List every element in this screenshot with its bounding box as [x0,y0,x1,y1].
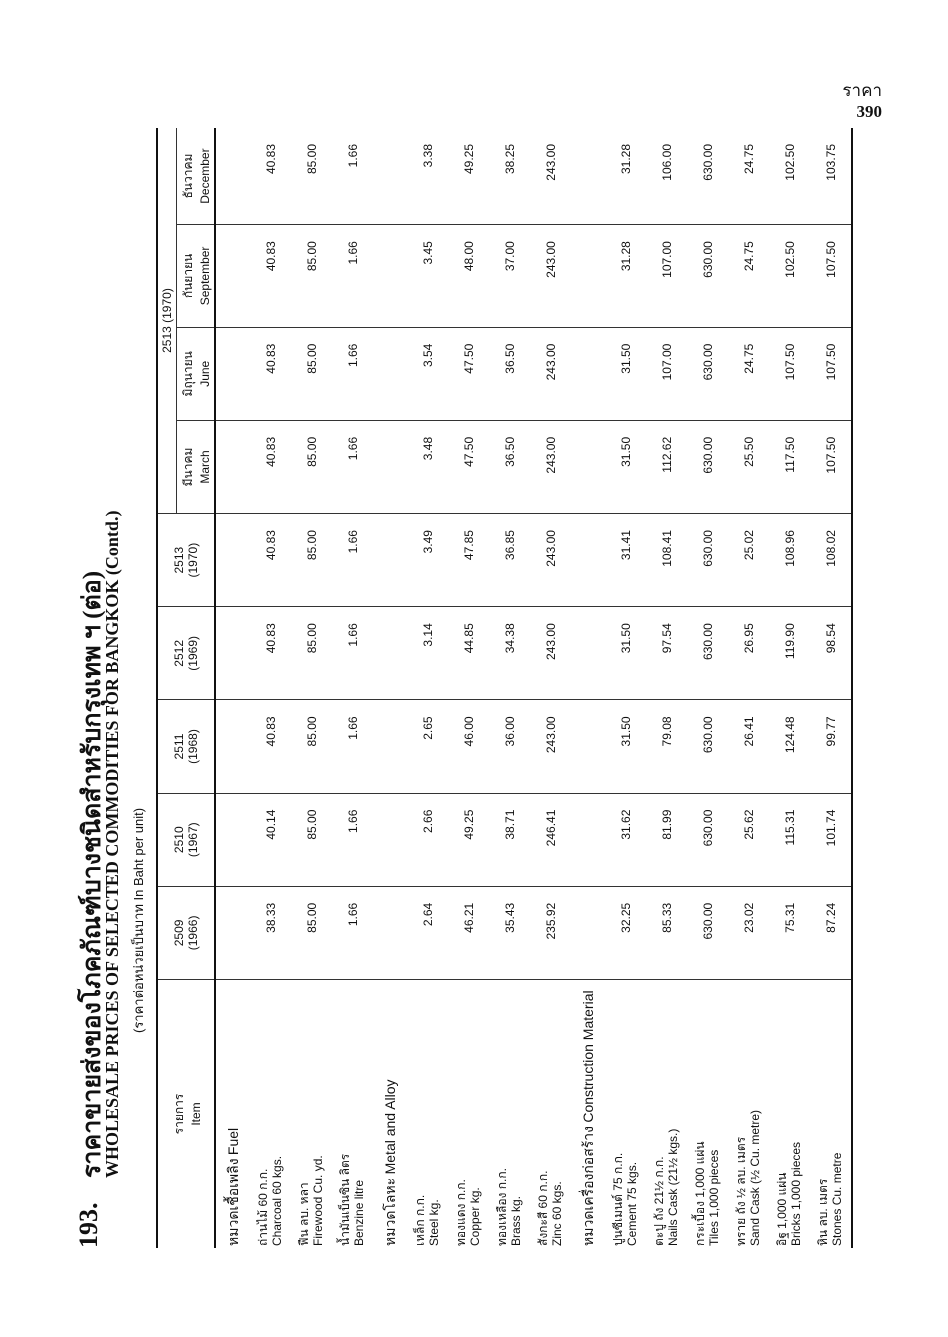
price-cell: 24.75 [728,327,769,420]
price-cell: 107.50 [810,420,852,513]
price-cell: 40.83 [250,607,291,700]
price-cell: 99.77 [810,700,852,793]
item-label [769,980,810,1249]
empty-cell [571,793,605,886]
empty-cell [373,793,407,886]
item-thai: อิฐ 1,000 แผ่น [774,1172,789,1246]
price-cell: 103.75 [810,128,852,225]
item-thai: สังกะสี 60 ก.ก. [535,1170,550,1246]
price-cell: 49.25 [448,793,489,886]
year-ce: (1966) [186,915,200,951]
empty-cell [571,607,605,700]
price-cell: 31.50 [605,700,646,793]
month-header-june [177,327,216,420]
year-header-1966 [157,886,215,979]
empty-cell [215,327,250,420]
price-cell: 2.64 [407,886,448,979]
price-cell: 47.50 [448,420,489,513]
price-cell: 36.85 [489,514,530,607]
price-cell: 34.38 [489,607,530,700]
price-cell: 3.45 [407,225,448,328]
table-row [687,128,728,1248]
item-label [728,980,769,1249]
category-english: Metal and Alloy [381,1079,398,1175]
price-cell: 108.41 [646,514,687,607]
price-cell: 75.31 [769,886,810,979]
price-cell: 38.71 [489,793,530,886]
price-cell: 26.41 [728,700,769,793]
empty-cell [373,225,407,328]
item-thai: กระเบื้อง 1,000 แผ่น [692,1141,707,1246]
price-cell: 630.00 [687,420,728,513]
price-cell: 40.83 [250,327,291,420]
price-cell: 1.66 [332,886,373,979]
item-english: Stones Cu. metre [829,1152,844,1246]
month-en: September [198,246,212,306]
price-cell: 243.00 [530,420,571,513]
price-cell: 23.02 [728,886,769,979]
price-cell: 37.00 [489,225,530,328]
category-thai: หมวดเครื่องก่อสร้าง [579,1126,596,1246]
item-label [530,980,571,1249]
year-be: 2510 [172,826,186,854]
price-cell: 1.66 [332,327,373,420]
item-english: Charcoal 60 kgs. [269,1155,284,1246]
price-cell: 31.41 [605,514,646,607]
price-cell: 32.25 [605,886,646,979]
price-cell: 102.50 [769,128,810,225]
table-row [250,128,291,1248]
price-cell: 108.96 [769,514,810,607]
price-cell: 81.99 [646,793,687,886]
item-thai: ปูนซีเมนต์ 75 ก.ก. [610,1152,625,1246]
empty-cell [571,700,605,793]
item-label [332,980,373,1249]
price-cell: 26.95 [728,607,769,700]
price-cell: 47.50 [448,327,489,420]
price-cell: 49.25 [448,128,489,225]
month-header-december [177,128,216,225]
price-cell: 1.66 [332,420,373,513]
price-cell: 1.66 [332,514,373,607]
table-body [215,128,852,1248]
price-cell: 630.00 [687,700,728,793]
empty-cell [215,700,250,793]
table-number: 193. [74,1202,103,1248]
price-cell: 630.00 [687,128,728,225]
price-cell: 119.90 [769,607,810,700]
empty-cell [373,607,407,700]
price-cell: 115.31 [769,793,810,886]
price-cell: 117.50 [769,420,810,513]
price-cell: 85.00 [291,128,332,225]
price-cell: 85.00 [291,607,332,700]
month-th: ธันวาคม [181,153,195,199]
price-cell: 3.14 [407,607,448,700]
price-cell: 85.33 [646,886,687,979]
price-cell: 243.00 [530,607,571,700]
empty-cell [373,420,407,513]
empty-cell [373,128,407,225]
empty-cell [571,225,605,328]
price-cell: 98.54 [810,607,852,700]
month-th: มีนาคม [181,447,195,487]
empty-cell [215,420,250,513]
price-cell: 243.00 [530,514,571,607]
price-cell: 31.62 [605,793,646,886]
price-cell: 24.75 [728,128,769,225]
item-english: Tiles 1,000 pieces [706,1149,721,1246]
price-cell: 1.66 [332,225,373,328]
price-cell: 85.00 [291,514,332,607]
empty-cell [571,886,605,979]
price-cell: 107.50 [769,327,810,420]
price-cell: 85.00 [291,700,332,793]
price-cell: 243.00 [530,225,571,328]
price-cell: 85.00 [291,225,332,328]
price-cell: 87.24 [810,886,852,979]
category-label [215,980,250,1249]
empty-cell [373,886,407,979]
empty-cell [373,327,407,420]
item-label [489,980,530,1249]
empty-cell [215,793,250,886]
price-cell: 1.66 [332,607,373,700]
price-cell: 48.00 [448,225,489,328]
table-row [530,128,571,1248]
item-english: Steel kg. [426,1199,441,1246]
item-label [646,980,687,1249]
item-thai: เหล็ก ก.ก. [412,1194,427,1246]
unit-note: (ราคาต่อหน่วยเป็นบาท In Baht per unit) [131,807,146,1033]
title-thai: ราคาขายส่งของโภคภัณฑ์บางชนิดสำหรับกรุงเทพ ฯ (ต่อ) [79,570,106,1178]
price-cell: 40.83 [250,700,291,793]
empty-cell [215,886,250,979]
category-thai: หมวดเชื้อเพลิง [224,1158,241,1246]
item-english: Bricks 1,000 pieces [788,1141,803,1246]
year-be: 2509 [172,919,186,947]
price-cell: 25.02 [728,514,769,607]
item-label [605,980,646,1249]
price-cell: 24.75 [728,225,769,328]
item-english: Cement 75 kgs. [624,1161,639,1246]
price-cell: 108.02 [810,514,852,607]
item-thai: ทองแดง ก.ก. [453,1179,468,1246]
rotated-table-page [72,128,892,1248]
month-en: June [198,360,212,387]
table-row [728,128,769,1248]
table-row [605,128,646,1248]
month-en: March [198,450,212,484]
year-be: 2513 [172,546,186,574]
price-cell: 235.92 [530,886,571,979]
item-english: Brass kg. [508,1195,523,1246]
price-cell: 3.54 [407,327,448,420]
empty-cell [215,128,250,225]
price-cell: 107.00 [646,327,687,420]
empty-cell [215,514,250,607]
price-cell: 1.66 [332,793,373,886]
price-cell: 31.28 [605,225,646,328]
price-cell: 85.00 [291,327,332,420]
category-english: Fuel [224,1127,241,1156]
price-cell: 31.50 [605,420,646,513]
page-word: ราคา [842,81,882,100]
table-row [332,128,373,1248]
category-row [571,128,605,1248]
price-cell: 36.00 [489,700,530,793]
year-ce: (1970) [186,542,200,578]
item-header [157,980,215,1249]
price-cell: 35.43 [489,886,530,979]
month-header-march [177,420,216,513]
price-cell: 85.00 [291,420,332,513]
price-cell: 46.00 [448,700,489,793]
price-cell: 1.66 [332,700,373,793]
item-label [291,980,332,1249]
empty-cell [373,514,407,607]
item-english: Benzine litre [351,1179,366,1246]
price-cell: 40.14 [250,793,291,886]
price-cell: 3.38 [407,128,448,225]
price-cell: 106.00 [646,128,687,225]
price-cell: 79.08 [646,700,687,793]
empty-cell [571,327,605,420]
table-row [448,128,489,1248]
item-label [250,980,291,1249]
month-th: กันยายน [181,253,195,299]
price-cell: 101.74 [810,793,852,886]
year-ce: (1968) [186,729,200,764]
price-cell: 124.48 [769,700,810,793]
year-header-1970 [157,514,215,607]
item-label [810,980,852,1249]
month-group-header: 2513 (1970) [157,128,177,514]
empty-cell [571,128,605,225]
price-cell: 243.00 [530,700,571,793]
item-english: Copper kg. [467,1187,482,1246]
year-ce: (1967) [186,822,200,858]
item-english: Firewood Cu. yd. [310,1155,325,1246]
item-header-en: Item [188,1102,203,1126]
price-cell: 25.50 [728,420,769,513]
year-be: 2511 [172,733,186,760]
year-header-1968 [157,700,215,793]
price-cell: 630.00 [687,793,728,886]
item-header-th: รายการ [171,1093,186,1135]
price-cell: 243.00 [530,128,571,225]
item-thai: ถ่านไม้ 60 ก.ก. [255,1168,270,1246]
table-row [810,128,852,1248]
price-cell: 46.21 [448,886,489,979]
month-header-september [177,225,216,328]
price-cell: 40.83 [250,420,291,513]
price-cell: 630.00 [687,514,728,607]
price-cell: 3.48 [407,420,448,513]
item-thai: ตะปู ถัง 21½ ก.ก. [651,1156,666,1246]
item-label [407,980,448,1249]
table-row [407,128,448,1248]
category-row [373,128,407,1248]
item-english: Sand Cask (½ Cu. metre) [747,1109,762,1246]
price-cell: 112.62 [646,420,687,513]
item-english: Zinc 60 kgs. [549,1181,564,1246]
year-header-1969 [157,607,215,700]
item-thai: ฟืน ลบ. หลา [296,1182,311,1246]
table-row [769,128,810,1248]
price-cell: 1.66 [332,128,373,225]
price-cell: 246.41 [530,793,571,886]
item-thai: น้ำมันเบ็นซิน ลิตร [337,1153,352,1246]
price-cell: 2.65 [407,700,448,793]
year-header-1967 [157,793,215,886]
price-cell: 47.85 [448,514,489,607]
price-cell: 38.25 [489,128,530,225]
price-cell: 630.00 [687,225,728,328]
category-label [373,980,407,1249]
page-header [842,80,882,123]
item-thai: ทราย ถัง ½ ลบ. เมตร [733,1136,748,1246]
category-thai: หมวดโลหะ [381,1177,398,1246]
category-label [571,980,605,1249]
month-en: December [198,148,212,204]
price-table [156,128,853,1248]
price-cell: 25.62 [728,793,769,886]
price-cell: 85.00 [291,886,332,979]
empty-cell [373,700,407,793]
price-cell: 85.00 [291,793,332,886]
year-ce: (1969) [186,636,200,671]
price-cell: 31.50 [605,327,646,420]
price-cell: 36.50 [489,420,530,513]
item-thai: หิน ลบ. เมตร [815,1178,830,1246]
price-cell: 40.83 [250,128,291,225]
price-cell: 40.83 [250,225,291,328]
title-english: WHOLESALE PRICES OF SELECTED COMMODITIES FOR BANGKOK (Contd.) [102,510,122,1178]
price-cell: 107.50 [810,225,852,328]
table-row [646,128,687,1248]
price-cell: 2.66 [407,793,448,886]
price-cell: 40.83 [250,514,291,607]
price-cell: 630.00 [687,327,728,420]
item-thai: ทองเหลือง ก.ก. [494,1168,509,1246]
empty-cell [571,420,605,513]
table-row [291,128,332,1248]
item-english: Nails Cask (21½ kgs.) [665,1128,680,1246]
table-row [489,128,530,1248]
item-label [448,980,489,1249]
price-cell: 3.49 [407,514,448,607]
price-cell: 31.28 [605,128,646,225]
price-cell: 44.85 [448,607,489,700]
price-cell: 31.50 [605,607,646,700]
price-cell: 97.54 [646,607,687,700]
empty-cell [571,514,605,607]
price-cell: 630.00 [687,886,728,979]
category-english: Construction Material [579,990,596,1123]
price-cell: 36.50 [489,327,530,420]
category-row [215,128,250,1248]
price-cell: 107.00 [646,225,687,328]
price-cell: 102.50 [769,225,810,328]
empty-cell [215,225,250,328]
price-cell: 630.00 [687,607,728,700]
price-cell: 38.33 [250,886,291,979]
item-label [687,980,728,1249]
price-cell: 243.00 [530,327,571,420]
empty-cell [215,607,250,700]
month-th: มิถุนายน [181,351,195,397]
price-cell: 107.50 [810,327,852,420]
page-number: 390 [856,102,882,122]
year-be: 2512 [172,640,186,667]
